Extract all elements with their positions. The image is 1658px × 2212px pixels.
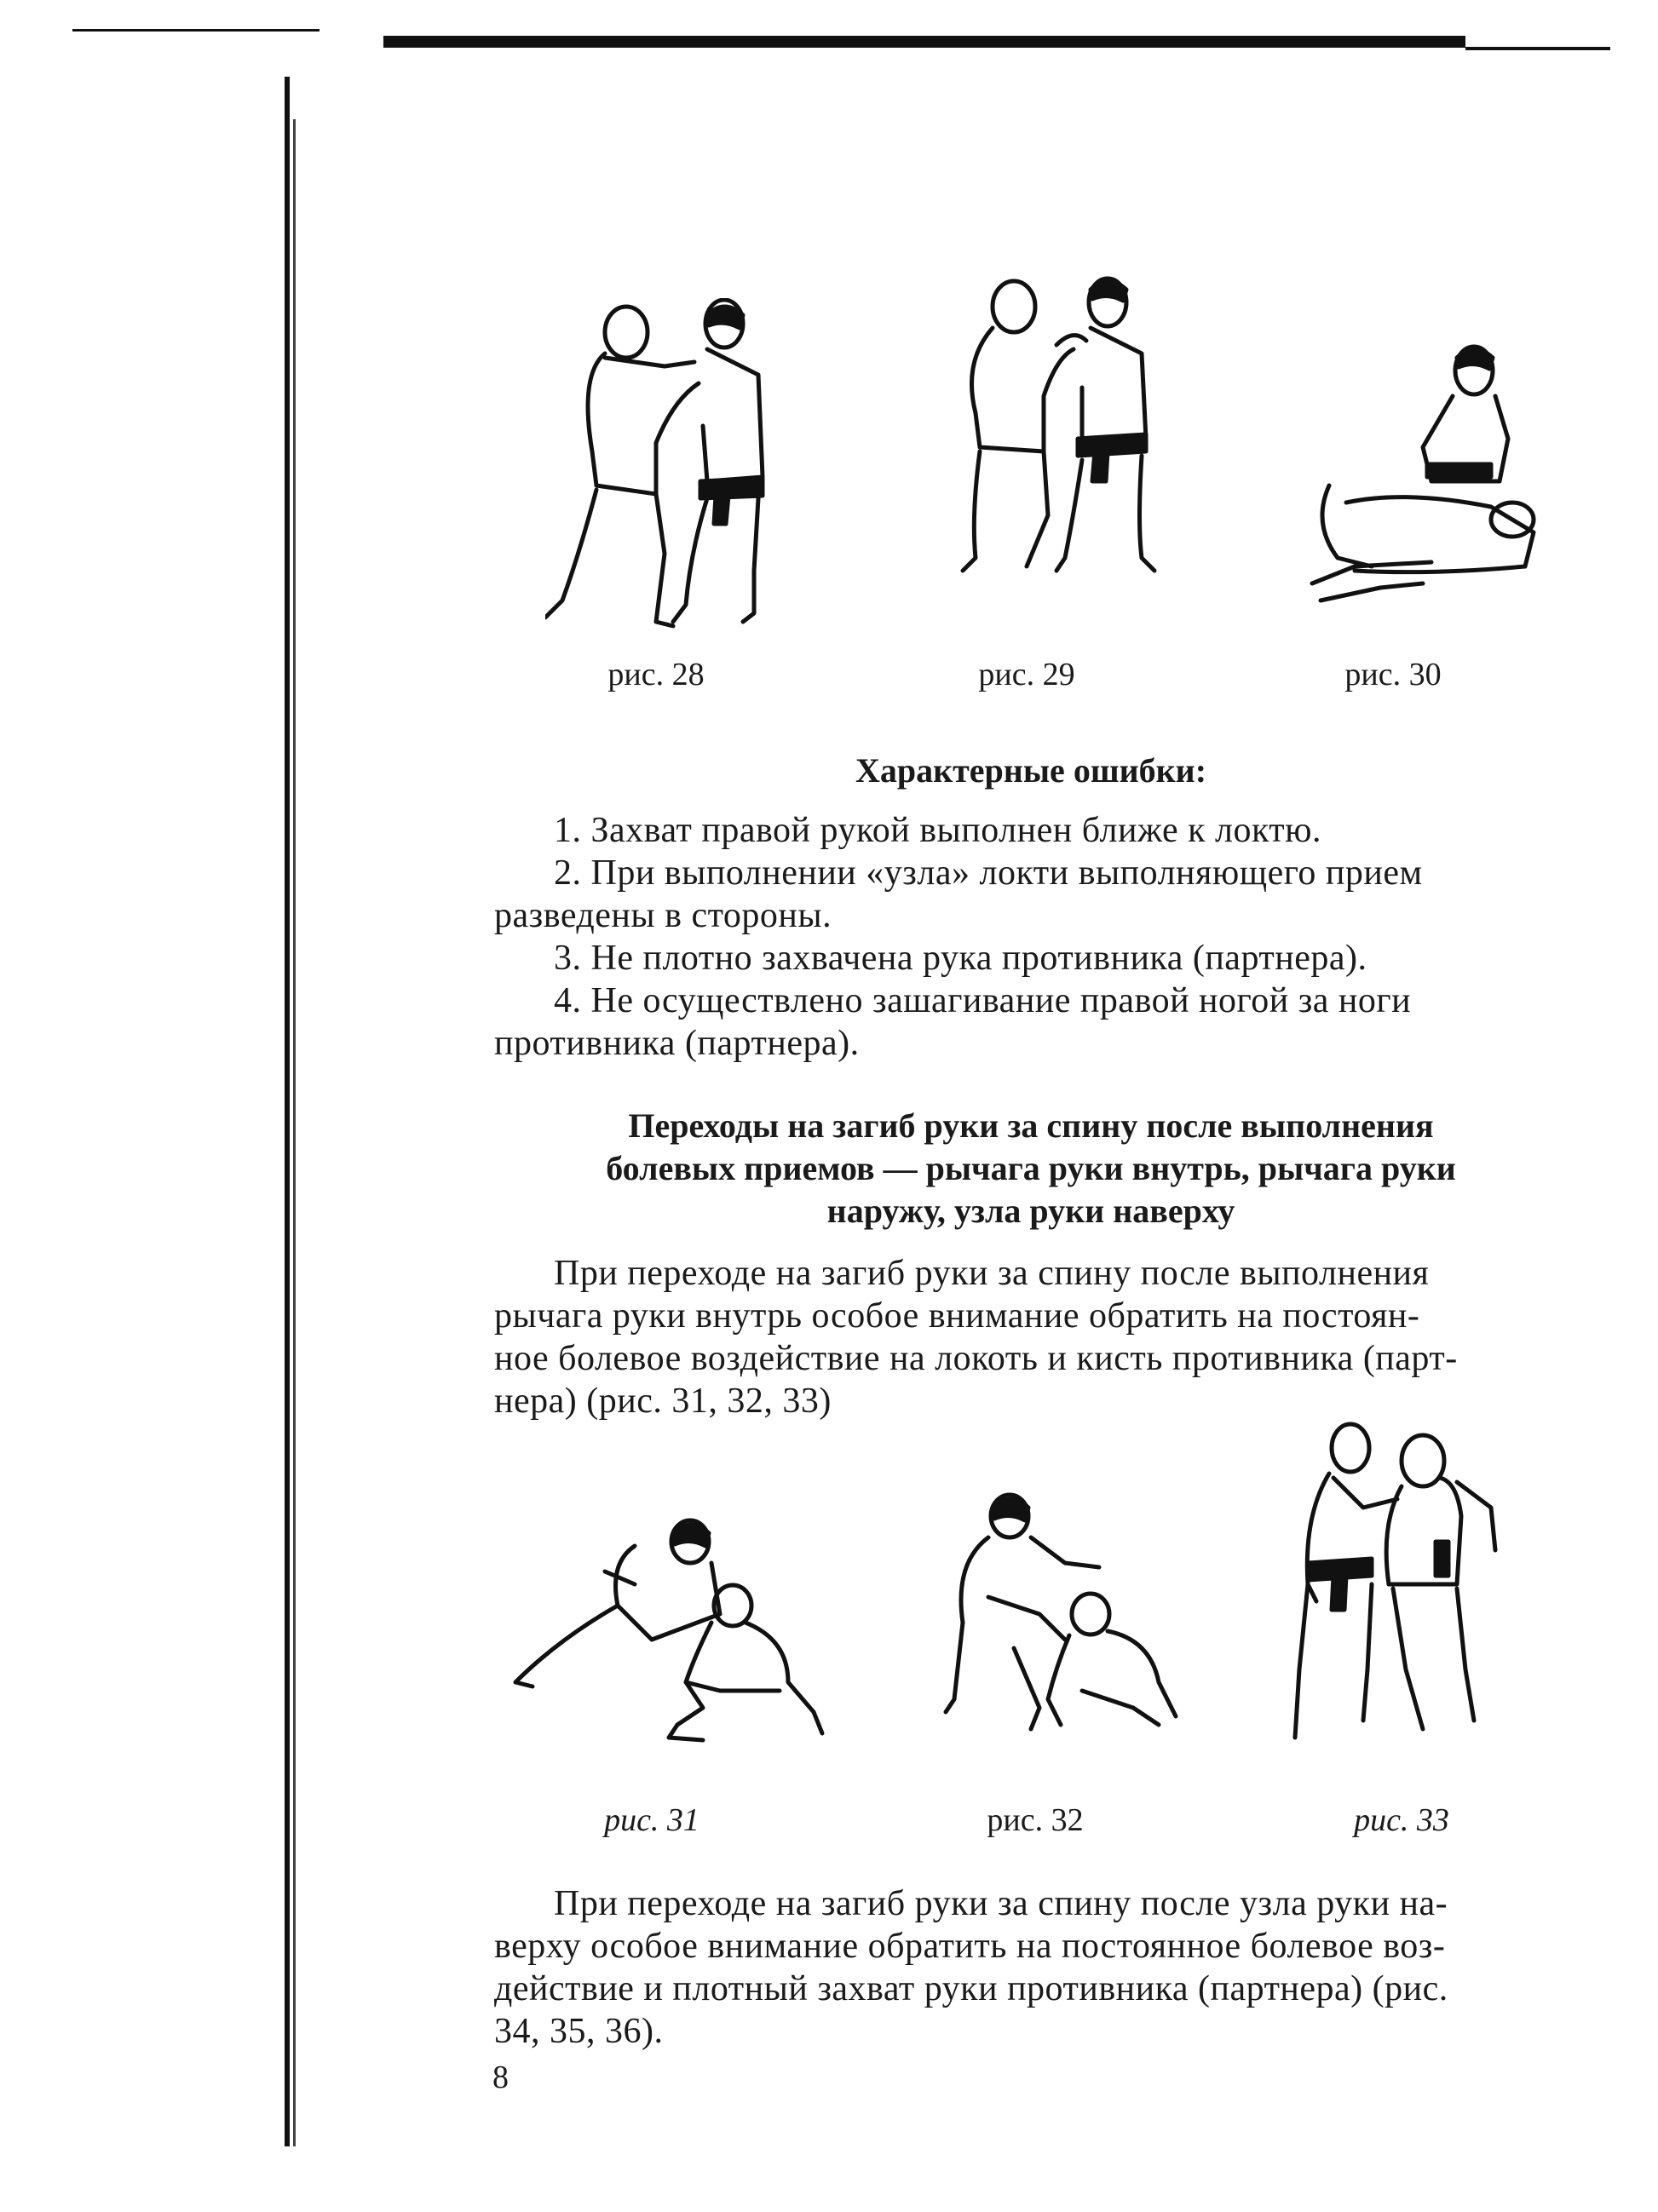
errors-list <box>494 809 1593 1065</box>
errors-heading: Характерные ошибки: <box>855 751 1207 790</box>
top-rule-tail <box>1465 47 1610 50</box>
error-item-3-line-1: 3. Не плотно захвачена рука противника (партнера). <box>554 939 1367 978</box>
figure-33 <box>1287 1414 1525 1755</box>
judo-arm-lock-kneeling-figure <box>507 1512 839 1750</box>
final-paragraph-line-3: действие и плотный захват руки противника (партнера) (рис. <box>494 1969 1448 2008</box>
judo-arm-lock-crouch-figure <box>937 1486 1189 1742</box>
figure-30 <box>1304 336 1559 609</box>
error-item-4-line-2: противника (партнера). <box>494 1024 860 1063</box>
transitions-paragraph <box>494 1252 1593 1422</box>
final-paragraph <box>494 1882 1593 2053</box>
transitions-heading <box>477 1105 1585 1232</box>
final-paragraph-line-1: При переходе на загиб руки за спину после узла руки на- <box>554 1884 1448 1923</box>
caption-figure-28: рис. 28 <box>607 657 705 692</box>
error-item-4-line-1: 4. Не осуществлено зашагивание правой ногой за ноги <box>554 981 1412 1020</box>
judo-ground-hold-figure <box>1304 336 1559 609</box>
caption-figure-33: рис. 33 <box>1354 1802 1449 1838</box>
binding-edge-line-2 <box>293 119 296 2146</box>
transitions-paragraph-line-2: рычага руки внутрь особое внимание обратить на постоян- <box>494 1296 1420 1336</box>
top-rule-left <box>72 29 320 32</box>
caption-figure-30: рис. 30 <box>1344 657 1442 692</box>
figure-32 <box>937 1486 1189 1742</box>
error-item-2-line-1: 2. При выполнении «узла» локти выполняющего прием <box>554 853 1423 893</box>
caption-figure-31: рис. 31 <box>604 1802 699 1838</box>
caption-figure-32: рис. 32 <box>987 1802 1084 1838</box>
transitions-paragraph-line-3: ное болевое воздействие на локоть и кисть противника (парт- <box>494 1339 1458 1378</box>
top-rule-main <box>383 36 1465 48</box>
transitions-heading-line-2: болевых приемов — рычага руки внутрь, рычага руки <box>606 1149 1456 1187</box>
final-paragraph-line-2: верху особое внимание обратить на постоянное болевое воз- <box>494 1927 1446 1966</box>
transitions-paragraph-line-1: При переходе на загиб руки за спину после выполнения <box>554 1254 1430 1293</box>
judo-grip-standing-figure <box>545 298 784 639</box>
binding-edge-line <box>285 77 290 2146</box>
transitions-paragraph-line-4: нера) (рис. 31, 32, 33) <box>494 1382 832 1421</box>
transitions-heading-line-1: Переходы на загиб руки за спину после выполнения <box>628 1106 1434 1145</box>
judo-grip-step-figure <box>946 268 1167 592</box>
figure-28 <box>545 298 784 639</box>
error-item-2-line-2: разведены в стороны. <box>494 896 832 935</box>
caption-figure-29: рис. 29 <box>978 657 1075 692</box>
page-number: 8 <box>492 2060 509 2095</box>
transitions-heading-line-3: наружу, узла руки наверху <box>826 1192 1235 1230</box>
final-paragraph-line-4: 34, 35, 36). <box>494 2012 664 2051</box>
error-item-1-line-1: 1. Захват правой рукой выполнен ближе к локтю. <box>554 811 1322 850</box>
figure-29 <box>946 268 1167 592</box>
figure-31 <box>507 1512 839 1750</box>
judo-arm-behind-back-standing-figure <box>1287 1414 1525 1755</box>
